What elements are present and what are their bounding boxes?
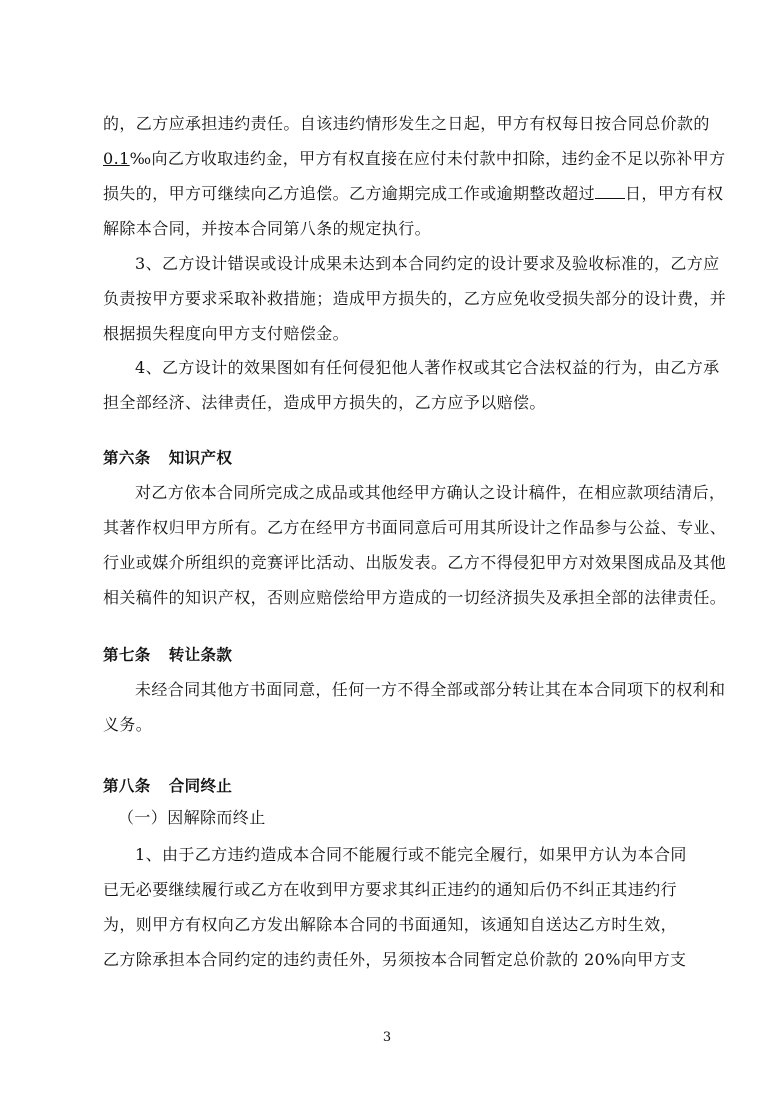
art5-item3-line-3: 根据损失程度向甲方支付赔偿金。 [103, 324, 350, 343]
page-number: 3 [382, 1030, 392, 1045]
art5-line-4: 解除本合同，并按本合同第八条的规定执行。 [103, 219, 432, 238]
art8-heading [103, 776, 232, 796]
art7-line-2: 义务。 [103, 715, 153, 734]
art8-number: 第八条 [103, 777, 151, 795]
art6-line-4: 相关稿件的知识产权，否则应赔偿给甲方造成的一切经济损失及承担全部的法律责任。 [103, 588, 727, 607]
art6-line-2: 其著作权归甲方所有。乙方在经甲方书面同意后可用其所设计之作品参与公益、专业、 [103, 518, 727, 537]
art5-line-2 [103, 149, 726, 169]
art5-item3-line-1: 3、乙方设计错误或设计成果未达到本合同约定的设计要求及验收标准的，乙方应 [135, 254, 720, 273]
days-blank [595, 184, 625, 199]
art7-number: 第七条 [103, 646, 151, 664]
art8-item1-line-3: 为，则甲方有权向乙方发出解除本合同的书面通知，该通知自送达乙方时生效， [103, 915, 678, 934]
art5-line-3-a: 损失的，甲方可继续向乙方追偿。乙方逾期完成工作或逾期整改超过 [103, 184, 596, 203]
art8-item1-line-2: 已无必要继续履行或乙方在收到甲方要求其纠正违约的通知后仍不纠正其违约行 [103, 880, 678, 899]
art5-item4-line-1: 4、乙方设计的效果图如有任何侵犯他人著作权或其它合法权益的行为，由乙方承 [135, 358, 720, 377]
art7-line-1: 未经合同其他方书面同意，任何一方不得全部或部分转让其在本合同项下的权利和 [135, 680, 726, 699]
art5-line-2-rest: ‰向乙方收取违约金，甲方有权直接在应付未付款中扣除，违约金不足以弥补甲方 [129, 149, 726, 168]
art7-title: 转让条款 [168, 646, 233, 664]
art8-item1-line-4: 乙方除承担本合同约定的违约责任外，另须按本合同暂定总价款的 20%向甲方支 [103, 950, 687, 969]
art6-heading [103, 448, 232, 468]
art8-item1-line-1: 1、由于乙方违约造成本合同不能履行或不能完全履行，如果甲方认为本合同 [135, 845, 687, 864]
art5-line-3-b: 日，甲方有权 [625, 184, 724, 203]
art5-line-1: 的，乙方应承担违约责任。自该违约情形发生之日起，甲方有权每日按合同总价款的 [103, 114, 710, 133]
art5-item4-line-2: 担全部经济、法律责任，造成甲方损失的，乙方应予以赔偿。 [103, 393, 546, 412]
art6-line-3: 行业或媒介所组织的竞赛评比活动、出版发表。乙方不得侵犯甲方对效果图成品及其他 [103, 553, 727, 572]
art7-heading [103, 645, 232, 665]
art6-number: 第六条 [103, 449, 151, 467]
art6-line-1: 对乙方依本合同所完成之成品或其他经甲方确认之设计稿件，在相应款项结清后， [135, 483, 726, 502]
art6-title: 知识产权 [168, 449, 233, 467]
art8-subsection: （一）因解除而终止 [118, 808, 266, 827]
art8-title: 合同终止 [168, 777, 233, 795]
art5-item3-line-2: 负责按甲方要求采取补救措施；造成甲方损失的，乙方应免收受损失部分的设计费，并 [103, 289, 727, 308]
penalty-rate: 0.1 [103, 149, 130, 168]
art5-line-3 [103, 184, 723, 204]
